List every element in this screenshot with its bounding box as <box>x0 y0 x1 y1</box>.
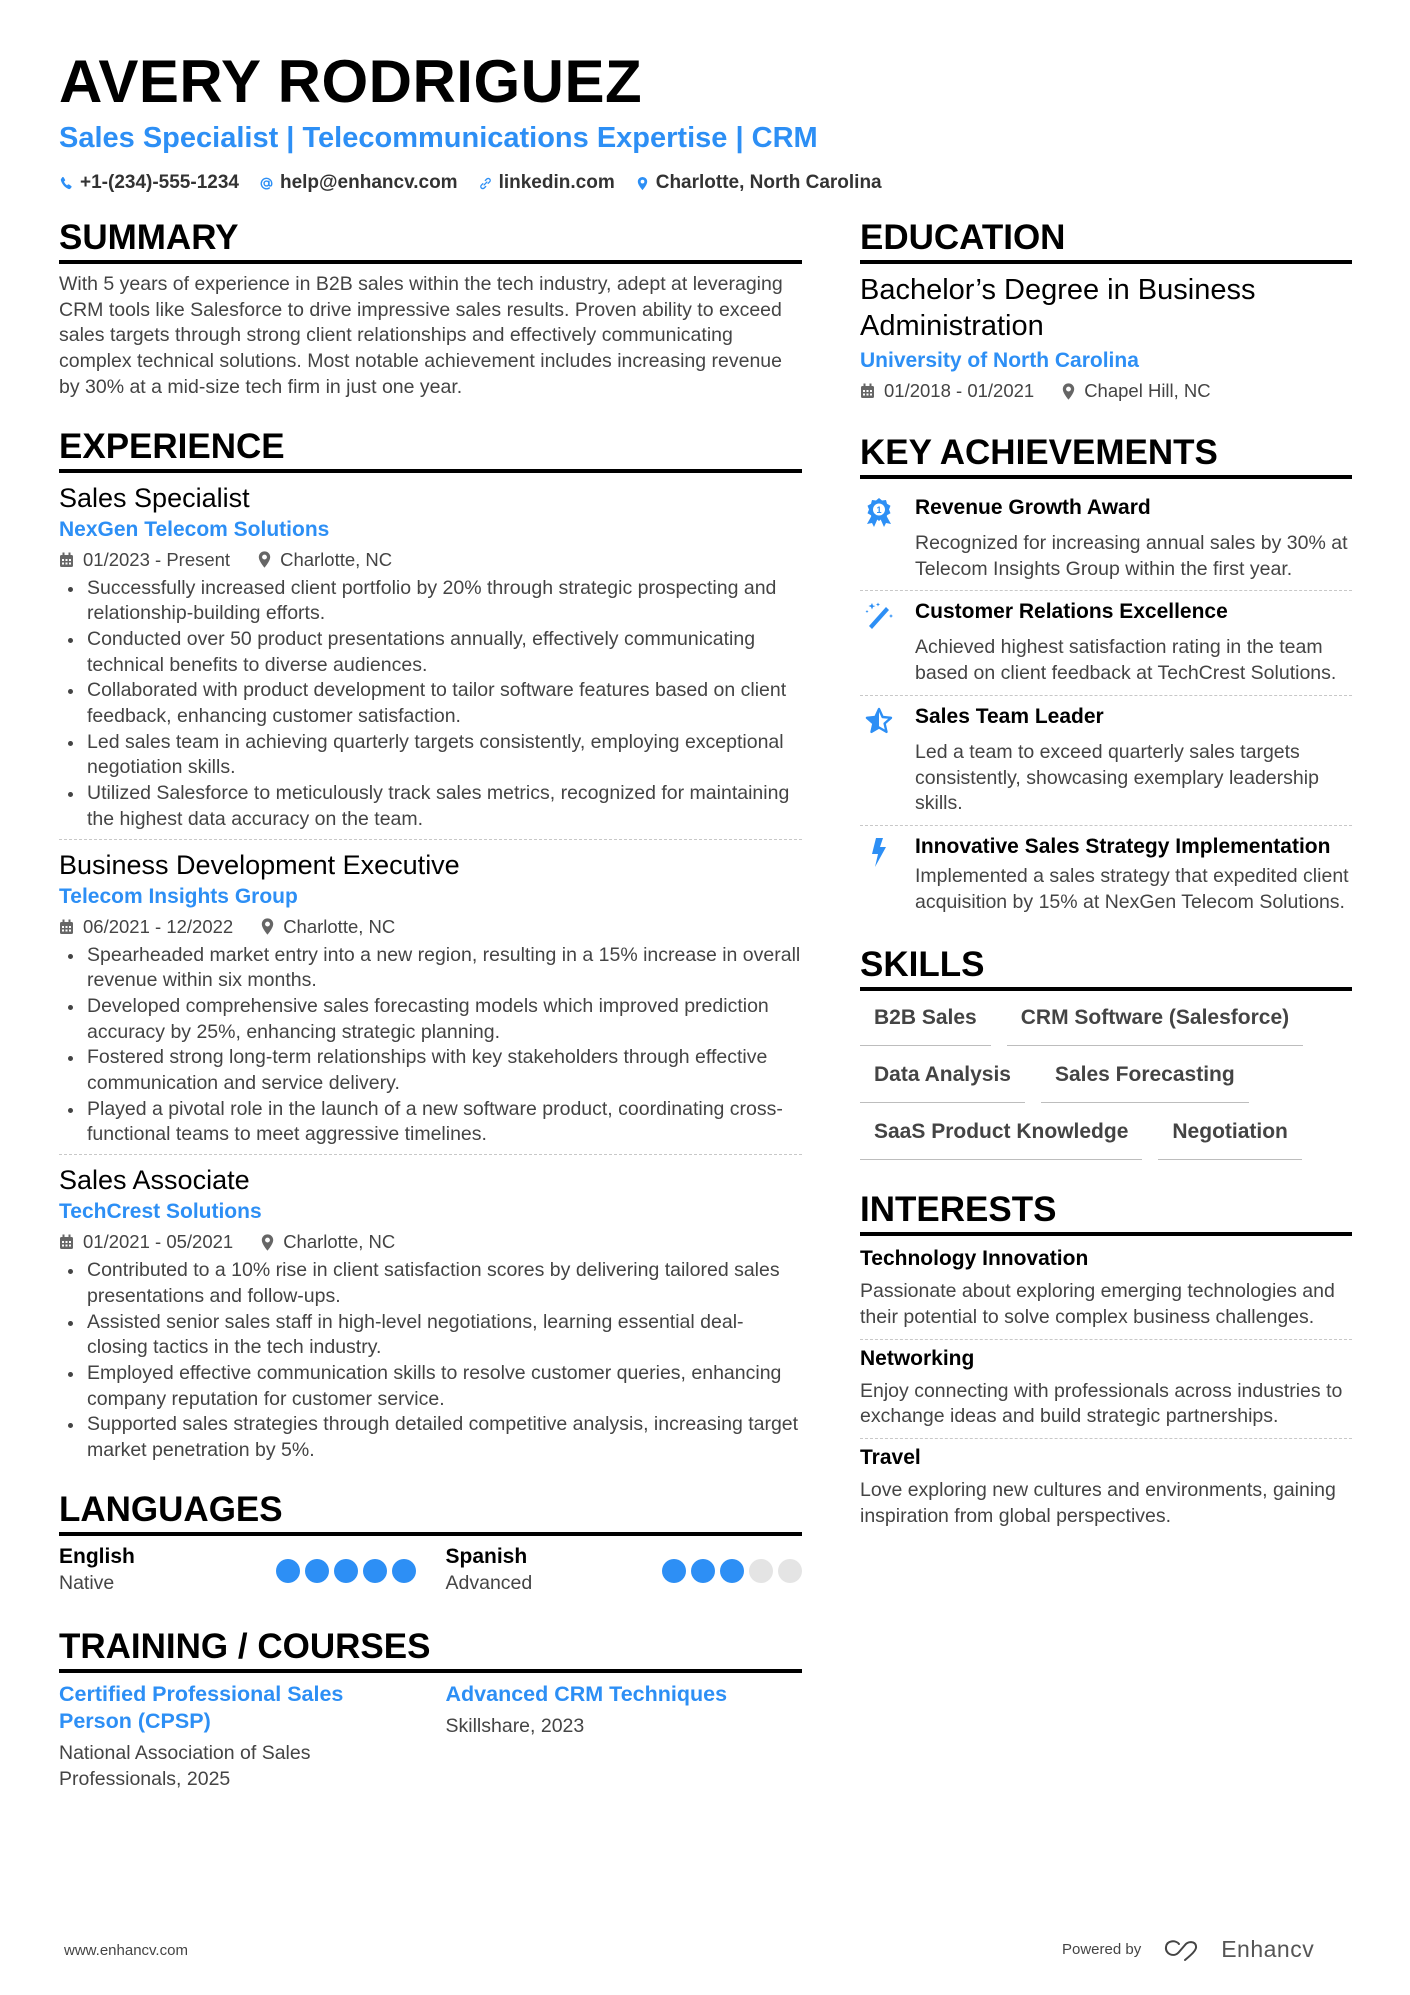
resume-header <box>59 48 1352 195</box>
job-title: Business Development Executive <box>59 849 460 880</box>
achievement-item <box>860 825 1352 923</box>
job-title: Sales Specialist <box>59 482 250 513</box>
job-location: Charlotte, NC <box>283 915 396 937</box>
rating-dot <box>392 1559 416 1583</box>
education-degree: Bachelor’s Degree in Business Administration <box>860 274 1256 342</box>
achievement-desc: Recognized for increasing annual sales by 30% at Telecom Insights Group within the first year. <box>915 532 1348 580</box>
footer-branding <box>1062 1936 1314 1963</box>
candidate-headline: Sales Specialist | Telecommunications Expertise | CRM <box>59 122 818 154</box>
job-dates: 06/2021 - 12/2022 <box>83 915 234 937</box>
job-meta <box>59 913 802 941</box>
training-item <box>446 1681 803 1792</box>
education-heading: EDUCATION <box>860 218 1352 264</box>
job-bullet: Assisted senior sales staff in high-level negotiations, learning essential deal-closing tactics in the tech industry. <box>59 1310 802 1361</box>
achievement-desc: Implemented a sales strategy that expedited client acquisition by 15% at NexGen Telecom Solutions. <box>915 864 1349 913</box>
achievement-title: Customer Relations Excellence <box>915 600 1228 624</box>
achievement-item <box>860 590 1352 694</box>
experience-section <box>59 427 802 1470</box>
job-location: Charlotte, NC <box>283 1231 396 1253</box>
skill-tag: Negotiation <box>1158 1117 1302 1160</box>
job-bullet: Led sales team in achieving quarterly targets consistently, employing exceptional negotiation skills. <box>59 730 802 781</box>
job-entry <box>59 481 802 839</box>
powered-by-label: Powered by <box>1062 1941 1142 1958</box>
skill-tag: CRM Software (Salesforce) <box>1007 1003 1303 1046</box>
training-title: Advanced CRM Techniques <box>445 1681 728 1706</box>
summary-section <box>59 218 802 401</box>
language-name: Spanish <box>445 1544 528 1568</box>
contact-location-text: Charlotte, North Carolina <box>655 172 882 193</box>
job-company: NexGen Telecom Solutions <box>59 517 330 541</box>
rating-dot <box>778 1559 802 1583</box>
rating-dot <box>662 1559 686 1583</box>
language-item <box>59 1544 416 1597</box>
training-section <box>59 1627 802 1792</box>
contact-email-text: help@enhancv.com <box>279 172 458 193</box>
location-pin-icon <box>258 551 271 568</box>
job-title: Sales Associate <box>59 1165 250 1196</box>
rating-dot <box>276 1559 300 1583</box>
skill-tag: SaaS Product Knowledge <box>860 1117 1142 1160</box>
job-bullet: Employed effective communication skills to resolve customer queries, enhancing company reputation for customer service. <box>59 1361 802 1412</box>
job-bullet: Developed comprehensive sales forecasting models which improved prediction accuracy by 25%, enhancing strategic planning. <box>59 994 802 1045</box>
job-company: TechCrest Solutions <box>59 1200 262 1224</box>
interest-desc: Love exploring new cultures and environments, gaining inspiration from global perspectives. <box>860 1479 1336 1527</box>
enhancv-logo-icon <box>1163 1938 1209 1962</box>
interest-item <box>860 1240 1352 1338</box>
job-bullet: Collaborated with product development to tailor software features based on client feedback, enhancing customer satisfaction. <box>59 678 802 729</box>
footer-website-link[interactable]: www.enhancv.com <box>64 1942 188 1959</box>
job-bullets <box>59 1258 802 1464</box>
calendar-icon <box>860 383 875 399</box>
job-entry <box>59 839 802 1155</box>
calendar-icon <box>59 919 74 935</box>
interest-title: Technology Innovation <box>860 1247 1089 1271</box>
education-dates: 01/2018 - 01/2021 <box>884 380 1035 401</box>
achievement-desc: Led a team to exceed quarterly sales targets consistently, showcasing exemplary leadership skills. <box>915 740 1319 815</box>
interests-section <box>860 1190 1352 1537</box>
achievement-title: Sales Team Leader <box>915 704 1104 728</box>
calendar-icon <box>59 1234 74 1250</box>
job-meta <box>59 1228 802 1256</box>
training-title: Certified Professional Sales Person (CPSP) <box>59 1681 344 1733</box>
interest-title: Networking <box>860 1346 975 1370</box>
star-half-icon <box>864 706 894 738</box>
lightning-bolt-icon <box>864 836 894 868</box>
skill-tag: Sales Forecasting <box>1041 1060 1249 1103</box>
achievement-desc: Achieved highest satisfaction rating in the team based on client feedback at TechCrest Solutions. <box>915 636 1337 685</box>
rating-dot <box>305 1559 329 1583</box>
languages-section <box>59 1490 802 1597</box>
brand-name: Enhancv <box>1221 1936 1315 1962</box>
education-location: Chapel Hill, NC <box>1084 380 1211 401</box>
interest-desc: Passionate about exploring emerging technologies and their potential to solve complex business challenges. <box>860 1280 1335 1329</box>
job-meta <box>59 546 802 574</box>
contact-email[interactable] <box>259 172 458 194</box>
location-pin-icon <box>261 918 274 935</box>
interest-item <box>860 1438 1352 1537</box>
rating-dot <box>334 1559 358 1583</box>
enhancv-brand[interactable] <box>1163 1936 1314 1963</box>
award-ribbon-icon <box>864 497 894 529</box>
training-item <box>59 1681 416 1792</box>
job-bullet: Utilized Salesforce to meticulously track sales metrics, recognized for maintaining the highest data accuracy on the team. <box>59 781 802 832</box>
link-icon <box>478 175 493 192</box>
training-heading: TRAINING / COURSES <box>59 1627 802 1673</box>
training-provider: Skillshare, 2023 <box>445 1714 585 1737</box>
skills-section <box>860 945 1352 1160</box>
job-bullets <box>59 576 802 833</box>
job-bullet: Fostered strong long-term relationships with key stakeholders through effective communication and service delivery. <box>59 1045 802 1096</box>
job-dates: 01/2021 - 05/2021 <box>83 1231 234 1253</box>
job-bullet: Contributed to a 10% rise in client satisfaction scores by delivering tailored sales presentations and follow-ups. <box>59 1258 802 1309</box>
job-location: Charlotte, NC <box>280 548 393 570</box>
job-bullet: Successfully increased client portfolio by 20% through strategic prospecting and relationship-building efforts. <box>59 576 802 627</box>
job-entry <box>59 1154 802 1470</box>
contact-row <box>59 171 1352 195</box>
left-column <box>59 218 802 1818</box>
calendar-icon <box>59 552 74 568</box>
contact-location <box>635 172 882 194</box>
interest-title: Travel <box>860 1446 921 1470</box>
job-bullets <box>59 943 802 1149</box>
skills-list <box>860 999 1352 1160</box>
language-name: English <box>59 1544 135 1568</box>
skills-heading: SKILLS <box>860 945 1352 991</box>
language-rating <box>276 1559 416 1583</box>
phone-icon <box>59 175 74 192</box>
job-bullet: Conducted over 50 product presentations annually, effectively communicating technical benefits to diverse audiences. <box>59 627 802 678</box>
achievement-title: Revenue Growth Award <box>915 496 1151 519</box>
achievements-section <box>860 433 1352 923</box>
job-bullet: Spearheaded market entry into a new region, resulting in a 15% increase in overall revenue within six months. <box>59 943 802 994</box>
interest-item <box>860 1339 1352 1438</box>
location-pin-icon <box>261 1234 274 1251</box>
rating-dot <box>691 1559 715 1583</box>
language-level: Native <box>59 1571 115 1594</box>
job-bullet: Supported sales strategies through detailed competitive analysis, increasing target market penetration by 5%. <box>59 1412 802 1463</box>
language-level: Advanced <box>445 1571 533 1594</box>
experience-heading: EXPERIENCE <box>59 427 802 473</box>
location-pin-icon <box>635 175 650 192</box>
job-bullet: Played a pivotal role in the launch of a new software product, coordinating cross-functional teams to meet aggressive timelines. <box>59 1097 802 1148</box>
achievements-heading: KEY ACHIEVEMENTS <box>860 433 1352 479</box>
contact-linkedin-text: linkedin.com <box>498 172 615 193</box>
location-pin-icon <box>1062 383 1075 400</box>
interest-desc: Enjoy connecting with professionals across industries to exchange ideas and build strategic partnerships. <box>860 1379 1343 1428</box>
job-company: Telecom Insights Group <box>59 884 298 908</box>
achievement-item <box>860 487 1352 590</box>
skill-tag: B2B Sales <box>860 1003 991 1046</box>
training-provider: National Association of Sales Professionals, 2025 <box>59 1741 311 1790</box>
languages-heading: LANGUAGES <box>59 1490 802 1536</box>
right-column <box>860 218 1352 1564</box>
language-item <box>446 1544 803 1597</box>
achievement-item <box>860 695 1352 825</box>
interests-heading: INTERESTS <box>860 1190 1352 1236</box>
rating-dot <box>749 1559 773 1583</box>
education-section <box>860 218 1352 405</box>
rating-dot <box>363 1559 387 1583</box>
summary-heading: SUMMARY <box>59 218 802 264</box>
education-school: University of North Carolina <box>860 349 1139 372</box>
language-rating <box>662 1559 802 1583</box>
job-dates: 01/2023 - Present <box>83 548 231 570</box>
contact-linkedin[interactable] <box>478 172 615 194</box>
rating-dot <box>720 1559 744 1583</box>
summary-text: With 5 years of experience in B2B sales within the tech industry, adept at leveraging CRM tools like Salesforce to drive impressive sales results. Proven ability to exceed sales targets through strong client relationships and effectively communicating complex technical solutions. Most notable achievement includes increasing revenue by 30% at a mid-size tech firm in just one year. <box>59 273 783 398</box>
achievement-title: Innovative Sales Strategy Implementation <box>915 834 1331 858</box>
education-meta <box>860 377 1352 405</box>
svg-text:1: 1 <box>876 505 882 515</box>
contact-phone[interactable] <box>59 172 239 194</box>
magic-wand-icon <box>864 601 894 633</box>
contact-phone-text: +1-(234)-555-1234 <box>80 172 239 193</box>
at-icon <box>259 175 274 192</box>
skill-tag: Data Analysis <box>860 1060 1025 1103</box>
candidate-name: AVERY RODRIGUEZ <box>59 48 643 115</box>
